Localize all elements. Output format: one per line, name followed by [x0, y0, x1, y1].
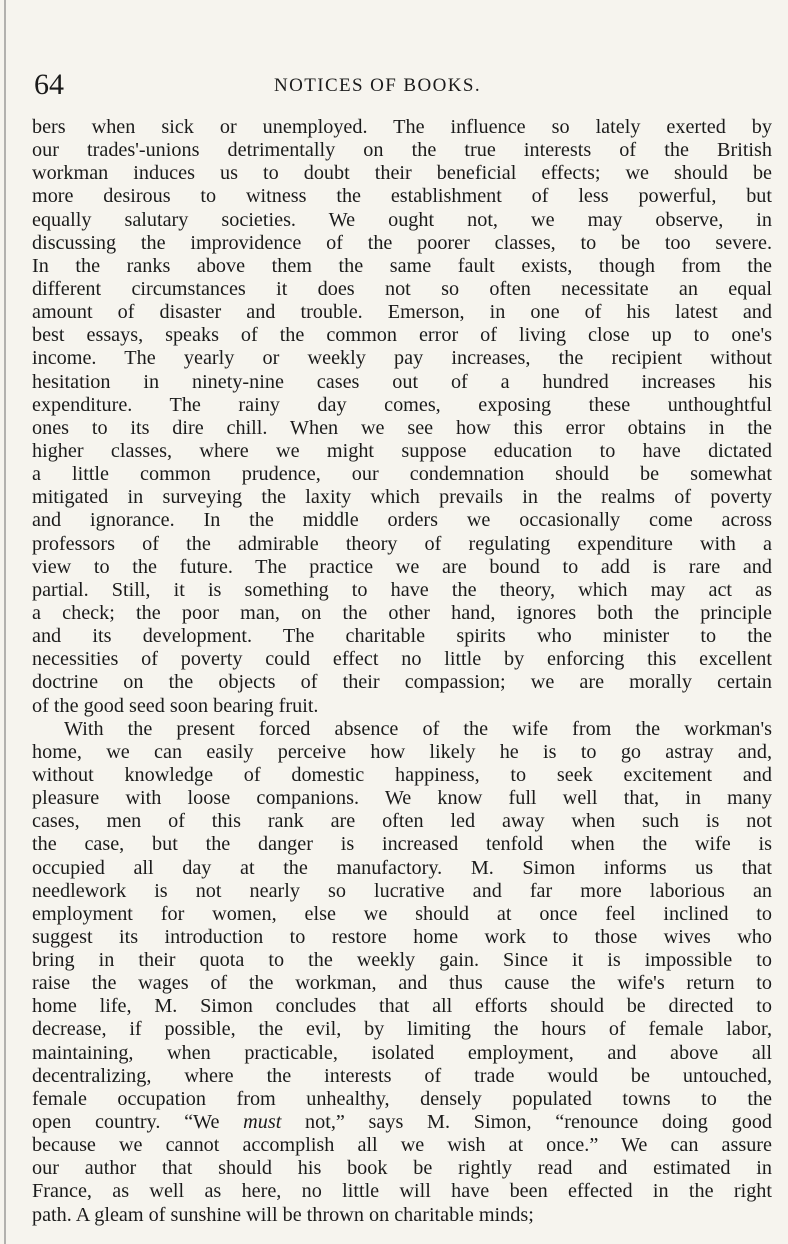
text-line: view to the future. The practice we are bound to add is rare and: [32, 555, 772, 578]
text-line: more desirous to witness the establishment of less powerful, but: [32, 185, 772, 208]
text-line: and ignorance. In the middle orders we occasionally come across: [32, 509, 772, 532]
paragraph-1: [32, 116, 772, 718]
text-line: professors of the admirable theory of regulating expenditure with a: [32, 532, 772, 555]
text-line: a check; the poor man, on the other hand, ignores both the principle: [32, 601, 772, 624]
text-line: suggest its introduction to restore home work to those wives who: [32, 925, 772, 948]
text-line: female occupation from unhealthy, densely populated towns to the: [32, 1087, 772, 1110]
text-line: With the present forced absence of the wife from the workman's: [64, 717, 772, 740]
text-line: expenditure. The rainy day comes, exposing these unthoughtful: [32, 393, 772, 416]
text-line: without knowledge of domestic happiness, to seek excitement and: [32, 763, 772, 786]
text-line: maintaining, when practicable, isolated employment, and above all: [32, 1041, 772, 1064]
text-line: home, we can easily perceive how likely he is to go astray and,: [32, 740, 772, 763]
text-line: employment for women, else we should at once feel inclined to: [32, 902, 772, 925]
text-line: higher classes, where we might suppose education to have dictated: [32, 439, 772, 462]
text-line: ones to its dire chill. When we see how this error obtains in the: [32, 416, 772, 439]
text-line: needlework is not nearly so lucrative and far more laborious an: [32, 879, 772, 902]
page-number: 64: [34, 68, 64, 101]
page-header: [34, 68, 774, 102]
text-line: necessities of poverty could effect no little by enforcing this excellent: [32, 648, 772, 671]
emphasized-word: must: [243, 1111, 282, 1134]
text-line: France, as well as here, no little will have been effected in the right: [32, 1180, 772, 1203]
body-text: [32, 116, 772, 1227]
text-line: different circumstances it does not so often necessitate an equal: [32, 277, 772, 300]
text-line: open country. “We must not,” says M. Simon, “renounce doing good: [32, 1111, 773, 1134]
text-line: workman induces us to doubt their beneficial effects; we should be: [32, 162, 772, 185]
text-line: and its development. The charitable spirits who minister to the: [32, 625, 772, 648]
text-line: pleasure with loose companions. We know full well that, in many: [32, 787, 772, 810]
text-line: equally salutary societies. We ought not, we may observe, in: [32, 208, 772, 231]
text-line: our trades'-unions detrimentally on the true interests of the British: [32, 139, 772, 162]
text-line: partial. Still, it is something to have the theory, which may act as: [32, 578, 772, 601]
text-line: amount of disaster and trouble. Emerson, in one of his latest and: [32, 301, 772, 324]
text-line: home life, M. Simon concludes that all efforts should be directed to: [32, 995, 772, 1018]
text-line: discussing the improvidence of the poorer classes, to be too severe.: [32, 231, 772, 254]
paragraph-2: [32, 718, 772, 1227]
text-line: path. A gleam of sunshine will be thrown on charitable minds;: [32, 1203, 534, 1226]
text-line: hesitation in ninety-nine cases out of a hundred increases his: [32, 370, 772, 393]
text-line: income. The yearly or weekly pay increases, the recipient without: [32, 347, 772, 370]
text-line: cases, men of this rank are often led away when such is not: [32, 810, 772, 833]
text-line: bring in their quota to the weekly gain. Since it is impossible to: [32, 949, 772, 972]
text-line: the case, but the danger is increased tenfold when the wife is: [32, 833, 772, 856]
text-line: because we cannot accomplish all we wish at once.” We can assure: [32, 1134, 772, 1157]
text-line: best essays, speaks of the common error of living close up to one's: [32, 324, 772, 347]
running-title: NOTICES OF BOOKS.: [274, 75, 481, 96]
page-edge-rule: [4, 0, 6, 1244]
text-line: In the ranks above them the same fault exists, though from the: [32, 254, 772, 277]
text-line: bers when sick or unemployed. The influence so lately exerted by: [32, 116, 772, 138]
text-line: of the good seed soon bearing fruit.: [32, 694, 319, 717]
text-line: decentralizing, where the interests of trade would be untouched,: [32, 1064, 772, 1087]
text-line: mitigated in surveying the laxity which prevails in the realms of poverty: [32, 486, 772, 509]
text-line: a little common prudence, our condemnation should be somewhat: [32, 463, 772, 486]
text-line: occupied all day at the manufactory. M. Simon informs us that: [32, 856, 772, 879]
text-line: raise the wages of the workman, and thus cause the wife's return to: [32, 972, 772, 995]
text-line: doctrine on the objects of their compassion; we are morally certain: [32, 671, 772, 694]
text-line: decrease, if possible, the evil, by limiting the hours of female labor,: [32, 1018, 772, 1041]
text-line: our author that should his book be rightly read and estimated in: [32, 1157, 772, 1180]
